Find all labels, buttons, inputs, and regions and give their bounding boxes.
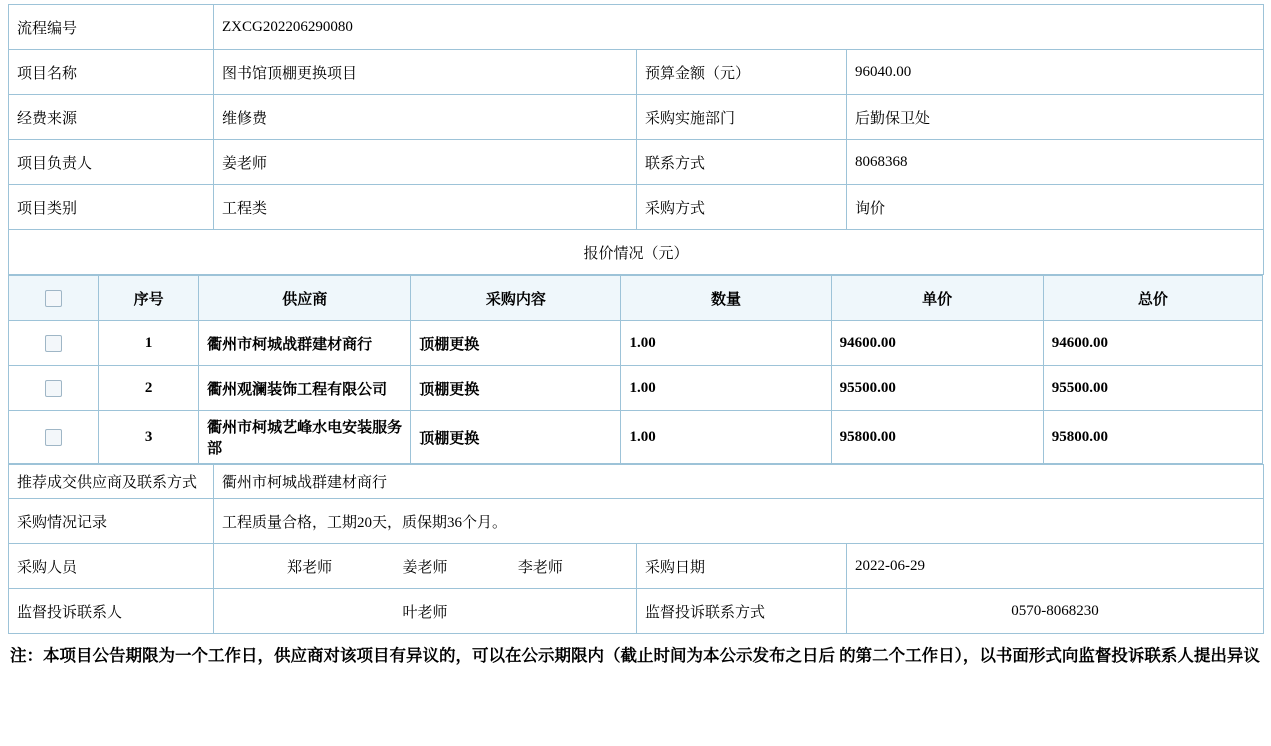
column-unit-price: 单价 (831, 276, 1043, 321)
row-select-cell (9, 321, 99, 366)
column-content: 采购内容 (411, 276, 621, 321)
buyers-label: 采购人员 (9, 544, 214, 589)
table-row (9, 230, 1264, 275)
row-total-price: 95500.00 (1043, 366, 1262, 411)
row-index: 2 (99, 366, 199, 411)
table-row (9, 411, 1263, 464)
row-select-cell (9, 411, 99, 464)
table-row (9, 465, 1264, 499)
recommended-supplier-value: 衢州市柯城战群建材商行 (214, 465, 1264, 499)
row-unit-price: 95500.00 (831, 366, 1043, 411)
record-label: 采购情况记录 (9, 499, 214, 544)
department-label: 采购实施部门 (637, 95, 847, 140)
row-content: 顶棚更换 (411, 411, 621, 464)
budget-label: 预算金额（元） (637, 50, 847, 95)
row-quantity: 1.00 (621, 366, 831, 411)
row-checkbox[interactable] (45, 429, 62, 446)
purchase-method-label: 采购方式 (637, 185, 847, 230)
column-supplier: 供应商 (199, 276, 411, 321)
owner-value: 姜老师 (214, 140, 637, 185)
row-supplier: 衢州市柯城战群建材商行 (199, 321, 411, 366)
supervisor-value: 叶老师 (214, 589, 637, 634)
supervisor-contact-value: 0570-8068230 (847, 589, 1264, 634)
row-total-price: 94600.00 (1043, 321, 1262, 366)
column-quantity: 数量 (621, 276, 831, 321)
row-quantity: 1.00 (621, 321, 831, 366)
buyer-name: 李老师 (517, 559, 563, 576)
recommended-supplier-label: 推荐成交供应商及联系方式 (9, 465, 214, 499)
table-row (9, 50, 1264, 95)
owner-label: 项目负责人 (9, 140, 214, 185)
table-row (9, 95, 1264, 140)
project-name-value: 图书馆顶棚更换项目 (214, 50, 637, 95)
purchase-date-label: 采购日期 (637, 544, 847, 589)
project-name-label: 项目名称 (9, 50, 214, 95)
procurement-announcement-page (4, 0, 1267, 669)
row-unit-price: 94600.00 (831, 321, 1043, 366)
record-value: 工程质量合格，工期20天，质保期36个月。 (214, 499, 1264, 544)
column-total-price: 总价 (1043, 276, 1262, 321)
row-content: 顶棚更换 (411, 321, 621, 366)
category-label: 项目类别 (9, 185, 214, 230)
table-row (9, 5, 1264, 50)
column-index: 序号 (99, 276, 199, 321)
select-all-checkbox[interactable] (45, 290, 62, 307)
row-select-cell (9, 366, 99, 411)
table-row (9, 140, 1264, 185)
row-quantity: 1.00 (621, 411, 831, 464)
row-checkbox[interactable] (45, 335, 62, 352)
row-total-price: 95800.00 (1043, 411, 1262, 464)
table-row (9, 499, 1264, 544)
table-row (9, 321, 1263, 366)
row-index: 3 (99, 411, 199, 464)
quotes-table (8, 275, 1263, 464)
row-content: 顶棚更换 (411, 366, 621, 411)
purchase-method-value: 询价 (847, 185, 1264, 230)
supervisor-label: 监督投诉联系人 (9, 589, 214, 634)
process-no-value: ZXCG202206290080 (214, 5, 1264, 50)
purchase-date-value: 2022-06-29 (847, 544, 1264, 589)
supervisor-contact-label: 监督投诉联系方式 (637, 589, 847, 634)
summary-table (8, 464, 1264, 634)
table-row (9, 589, 1264, 634)
quotes-section-title: 报价情况（元） (9, 230, 1264, 275)
quotes-header-row (9, 276, 1263, 321)
contact-label: 联系方式 (637, 140, 847, 185)
budget-value: 96040.00 (847, 50, 1264, 95)
table-row (9, 366, 1263, 411)
department-value: 后勤保卫处 (847, 95, 1264, 140)
category-value: 工程类 (214, 185, 637, 230)
select-all-header (9, 276, 99, 321)
row-checkbox[interactable] (45, 380, 62, 397)
buyer-name: 郑老师 (287, 559, 333, 576)
row-supplier: 衢州市柯城艺峰水电安装服务部 (199, 411, 411, 464)
funding-source-label: 经费来源 (9, 95, 214, 140)
process-no-label: 流程编号 (9, 5, 214, 50)
row-unit-price: 95800.00 (831, 411, 1043, 464)
buyer-name: 姜老师 (402, 559, 448, 576)
contact-value: 8068368 (847, 140, 1264, 185)
row-supplier: 衢州观澜装饰工程有限公司 (199, 366, 411, 411)
row-index: 1 (99, 321, 199, 366)
buyers-value (214, 544, 637, 589)
project-info-table (8, 4, 1264, 275)
announcement-note: 注：本项目公告期限为一个工作日，供应商对该项目有异议的，可以在公示期限内（截止时间为本公示发布之日后 的第二个工作日），以书面形式向监督投诉联系人提出异议 (10, 646, 1260, 665)
funding-source-value: 维修费 (214, 95, 637, 140)
table-row (9, 544, 1264, 589)
table-row (9, 185, 1264, 230)
